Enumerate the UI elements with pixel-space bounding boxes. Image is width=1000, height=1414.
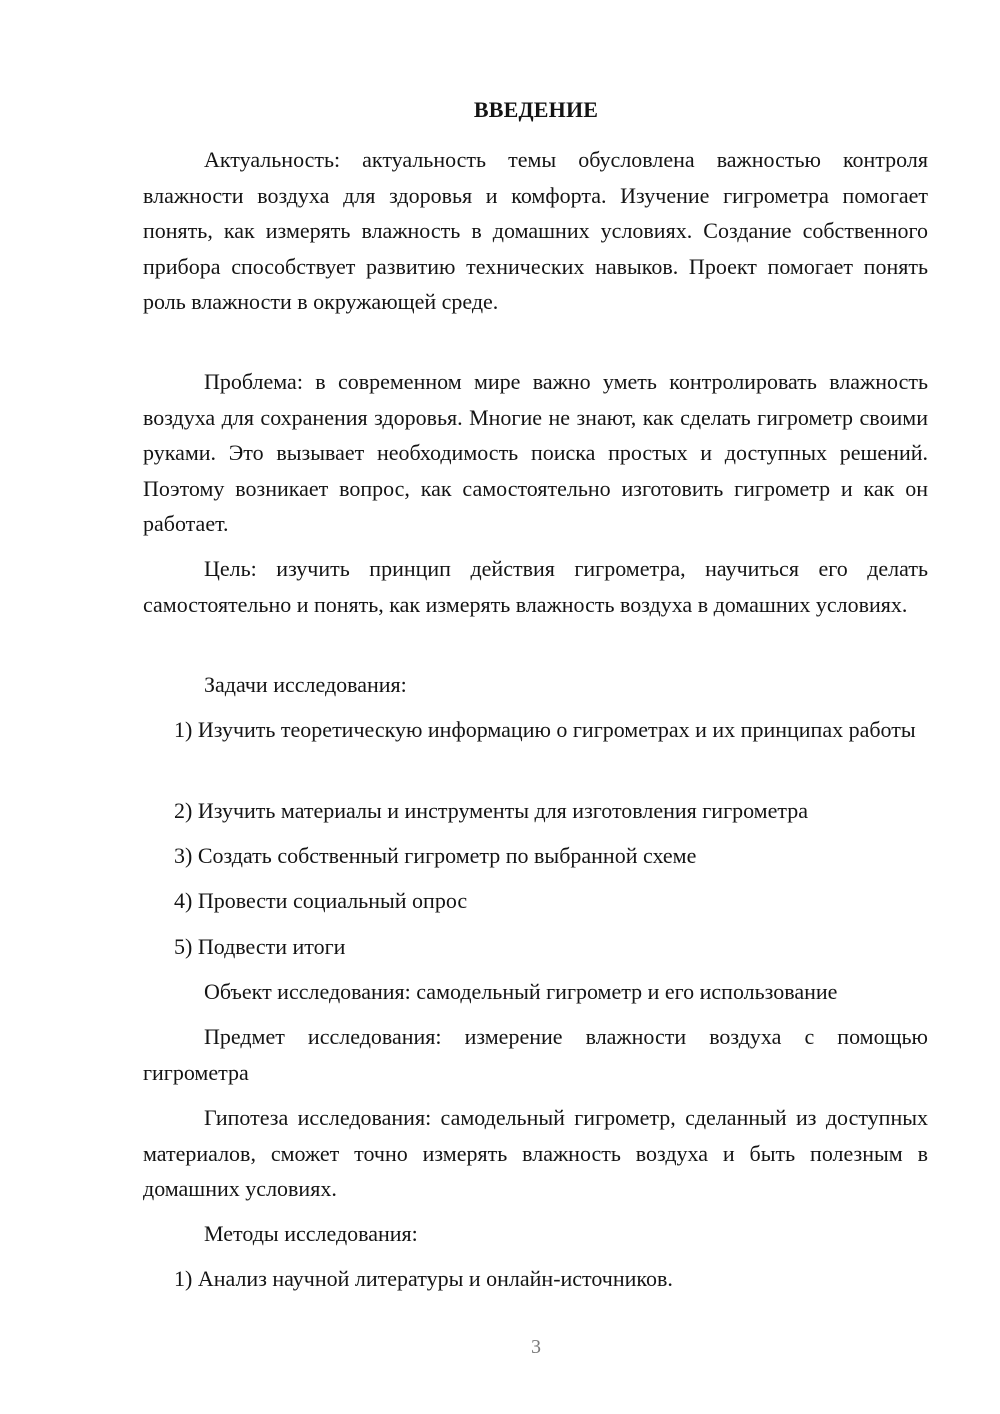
- object-paragraph: Объект исследования: самодельный гигрометр и его использование: [204, 979, 838, 1004]
- relevance-paragraph: Актуальность: актуальность темы обусловлена важностью контроля влажности воздуха для здоровья и комфорта. Изучение гигрометра помогает понять, как измерять влажность в домашних условиях. Создание собственного прибора способствует развитию технических навыков. Проект помогает понять роль влажности в окружающей среде.: [143, 147, 928, 314]
- subject-paragraph: Предмет исследования: измерение влажности воздуха с помощью гигрометра: [143, 1024, 928, 1085]
- goal-paragraph: Цель: изучить принцип действия гигрометра, научиться его делать самостоятельно и понять, как измерять влажность воздуха в домашних условиях.: [143, 556, 928, 617]
- tasks-heading: Задачи исследования:: [204, 672, 407, 697]
- method-item-1: 1) Анализ научной литературы и онлайн-источников.: [174, 1266, 673, 1291]
- methods-heading: Методы исследования:: [204, 1221, 418, 1246]
- page-title: ВВЕДЕНИЕ: [473, 97, 599, 122]
- hypothesis-paragraph: Гипотеза исследования: самодельный гигрометр, сделанный из доступных материалов, сможет точно измерять влажность воздуха и быть полезным в домашних условиях.: [143, 1105, 928, 1201]
- page-number: 3: [531, 1336, 541, 1358]
- task-item-3: 3) Создать собственный гигрометр по выбранной схеме: [174, 843, 697, 868]
- task-item-1: 1) Изучить теоретическую информацию о гигрометрах и их принципах работы: [174, 717, 916, 742]
- task-item-5: 5) Подвести итоги: [174, 934, 346, 959]
- task-item-4: 4) Провести социальный опрос: [174, 888, 468, 913]
- problem-paragraph: Проблема: в современном мире важно уметь контролировать влажность воздуха для сохранения здоровья. Многие не знают, как сделать гигрометр своими руками. Это вызывает необходимость поиска простых и доступных решений. Поэтому возникает вопрос, как самостоятельно изготовить гигрометр и как он работает.: [143, 369, 928, 536]
- task-item-2: 2) Изучить материалы и инструменты для изготовления гигрометра: [174, 798, 809, 823]
